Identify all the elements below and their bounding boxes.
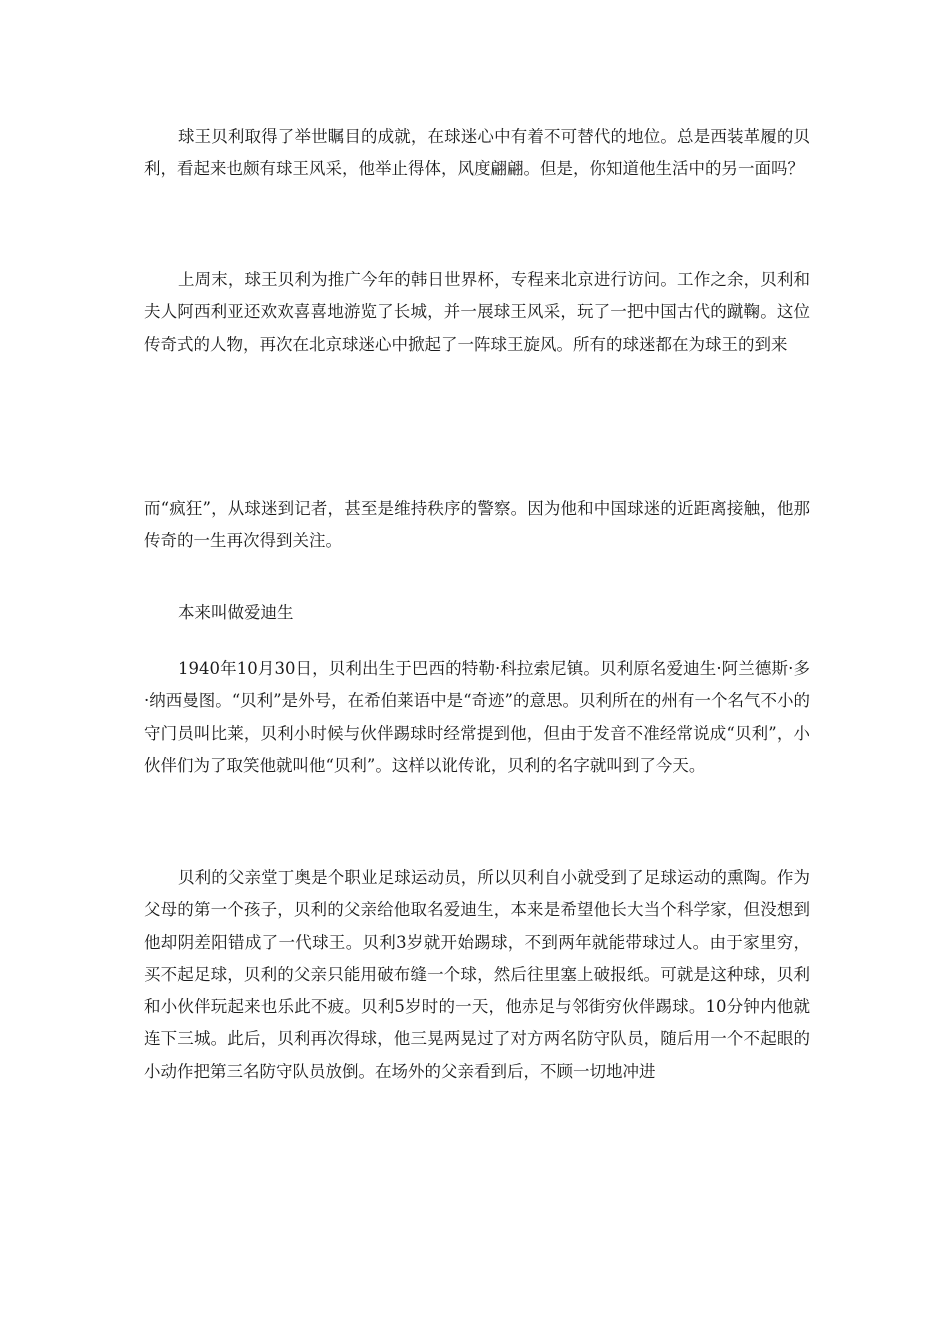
paragraph-beijing-visit: 上周末，球王贝利为推广今年的韩日世界杯，专程来北京进行访问。工作之余，贝利和夫人阿西利亚还欢欢喜喜地游览了长城，并一展球王风采，玩了一把中国古代的蹴鞠。这位传奇式的人物，再次在北京球迷心中掀起了一阵球王旋风。所有的球迷都在为球王的到来	[144, 270, 810, 354]
paragraph-birth-name: 1940年10月30日，贝利出生于巴西的特勒·科拉索尼镇。贝利原名爱迪生·阿兰德斯·多·纳西曼图。“贝利”是外号，在希伯莱语中是“奇迹”的意思。贝利所在的州有一个名气不小的守门员叫比莱，贝利小时候与伙伴踢球时经常提到他，但由于发音不准经常说成“贝利”，小伙伴们为了取笑他就叫他“贝利”。这样以讹传讹，贝利的名字就叫到了今天。	[144, 659, 810, 775]
paragraph-intro: 球王贝利取得了举世瞩目的成就，在球迷心中有着不可替代的地位。总是西装革履的贝利，看起来也颇有球王风采，他举止得体，风度翩翩。但是，你知道他生活中的另一面吗？	[144, 127, 810, 179]
paragraph-childhood: 贝利的父亲堂丁奥是个职业足球运动员，所以贝利自小就受到了足球运动的熏陶。作为父母的第一个孩子，贝利的父亲给他取名爱迪生，本来是希望他长大当个科学家，但没想到他却阴差阳错成了一代球王。贝利3岁就开始踢球，不到两年就能带球过人。由于家里穷，买不起足球，贝利的父亲只能用破布缝一个球，然后往里塞上破报纸。可就是这种球，贝利和小伙伴玩起来也乐此不疲。贝利5岁时的一天，他赤足与邻街穷伙伴踢球。10分钟内他就连下三城。此后，贝利再次得球，他三晃两晃过了对方两名防守队员，随后用一个不起眼的小动作把第三名防守队员放倒。在场外的父亲看到后，不顾一切地冲进	[144, 868, 810, 1081]
paragraph-fans-crazy: 而“疯狂”，从球迷到记者，甚至是维持秩序的警察。因为他和中国球迷的近距离接触，他那传奇的一生再次得到关注。	[144, 499, 810, 551]
section-heading: 本来叫做爱迪生	[178, 603, 294, 622]
